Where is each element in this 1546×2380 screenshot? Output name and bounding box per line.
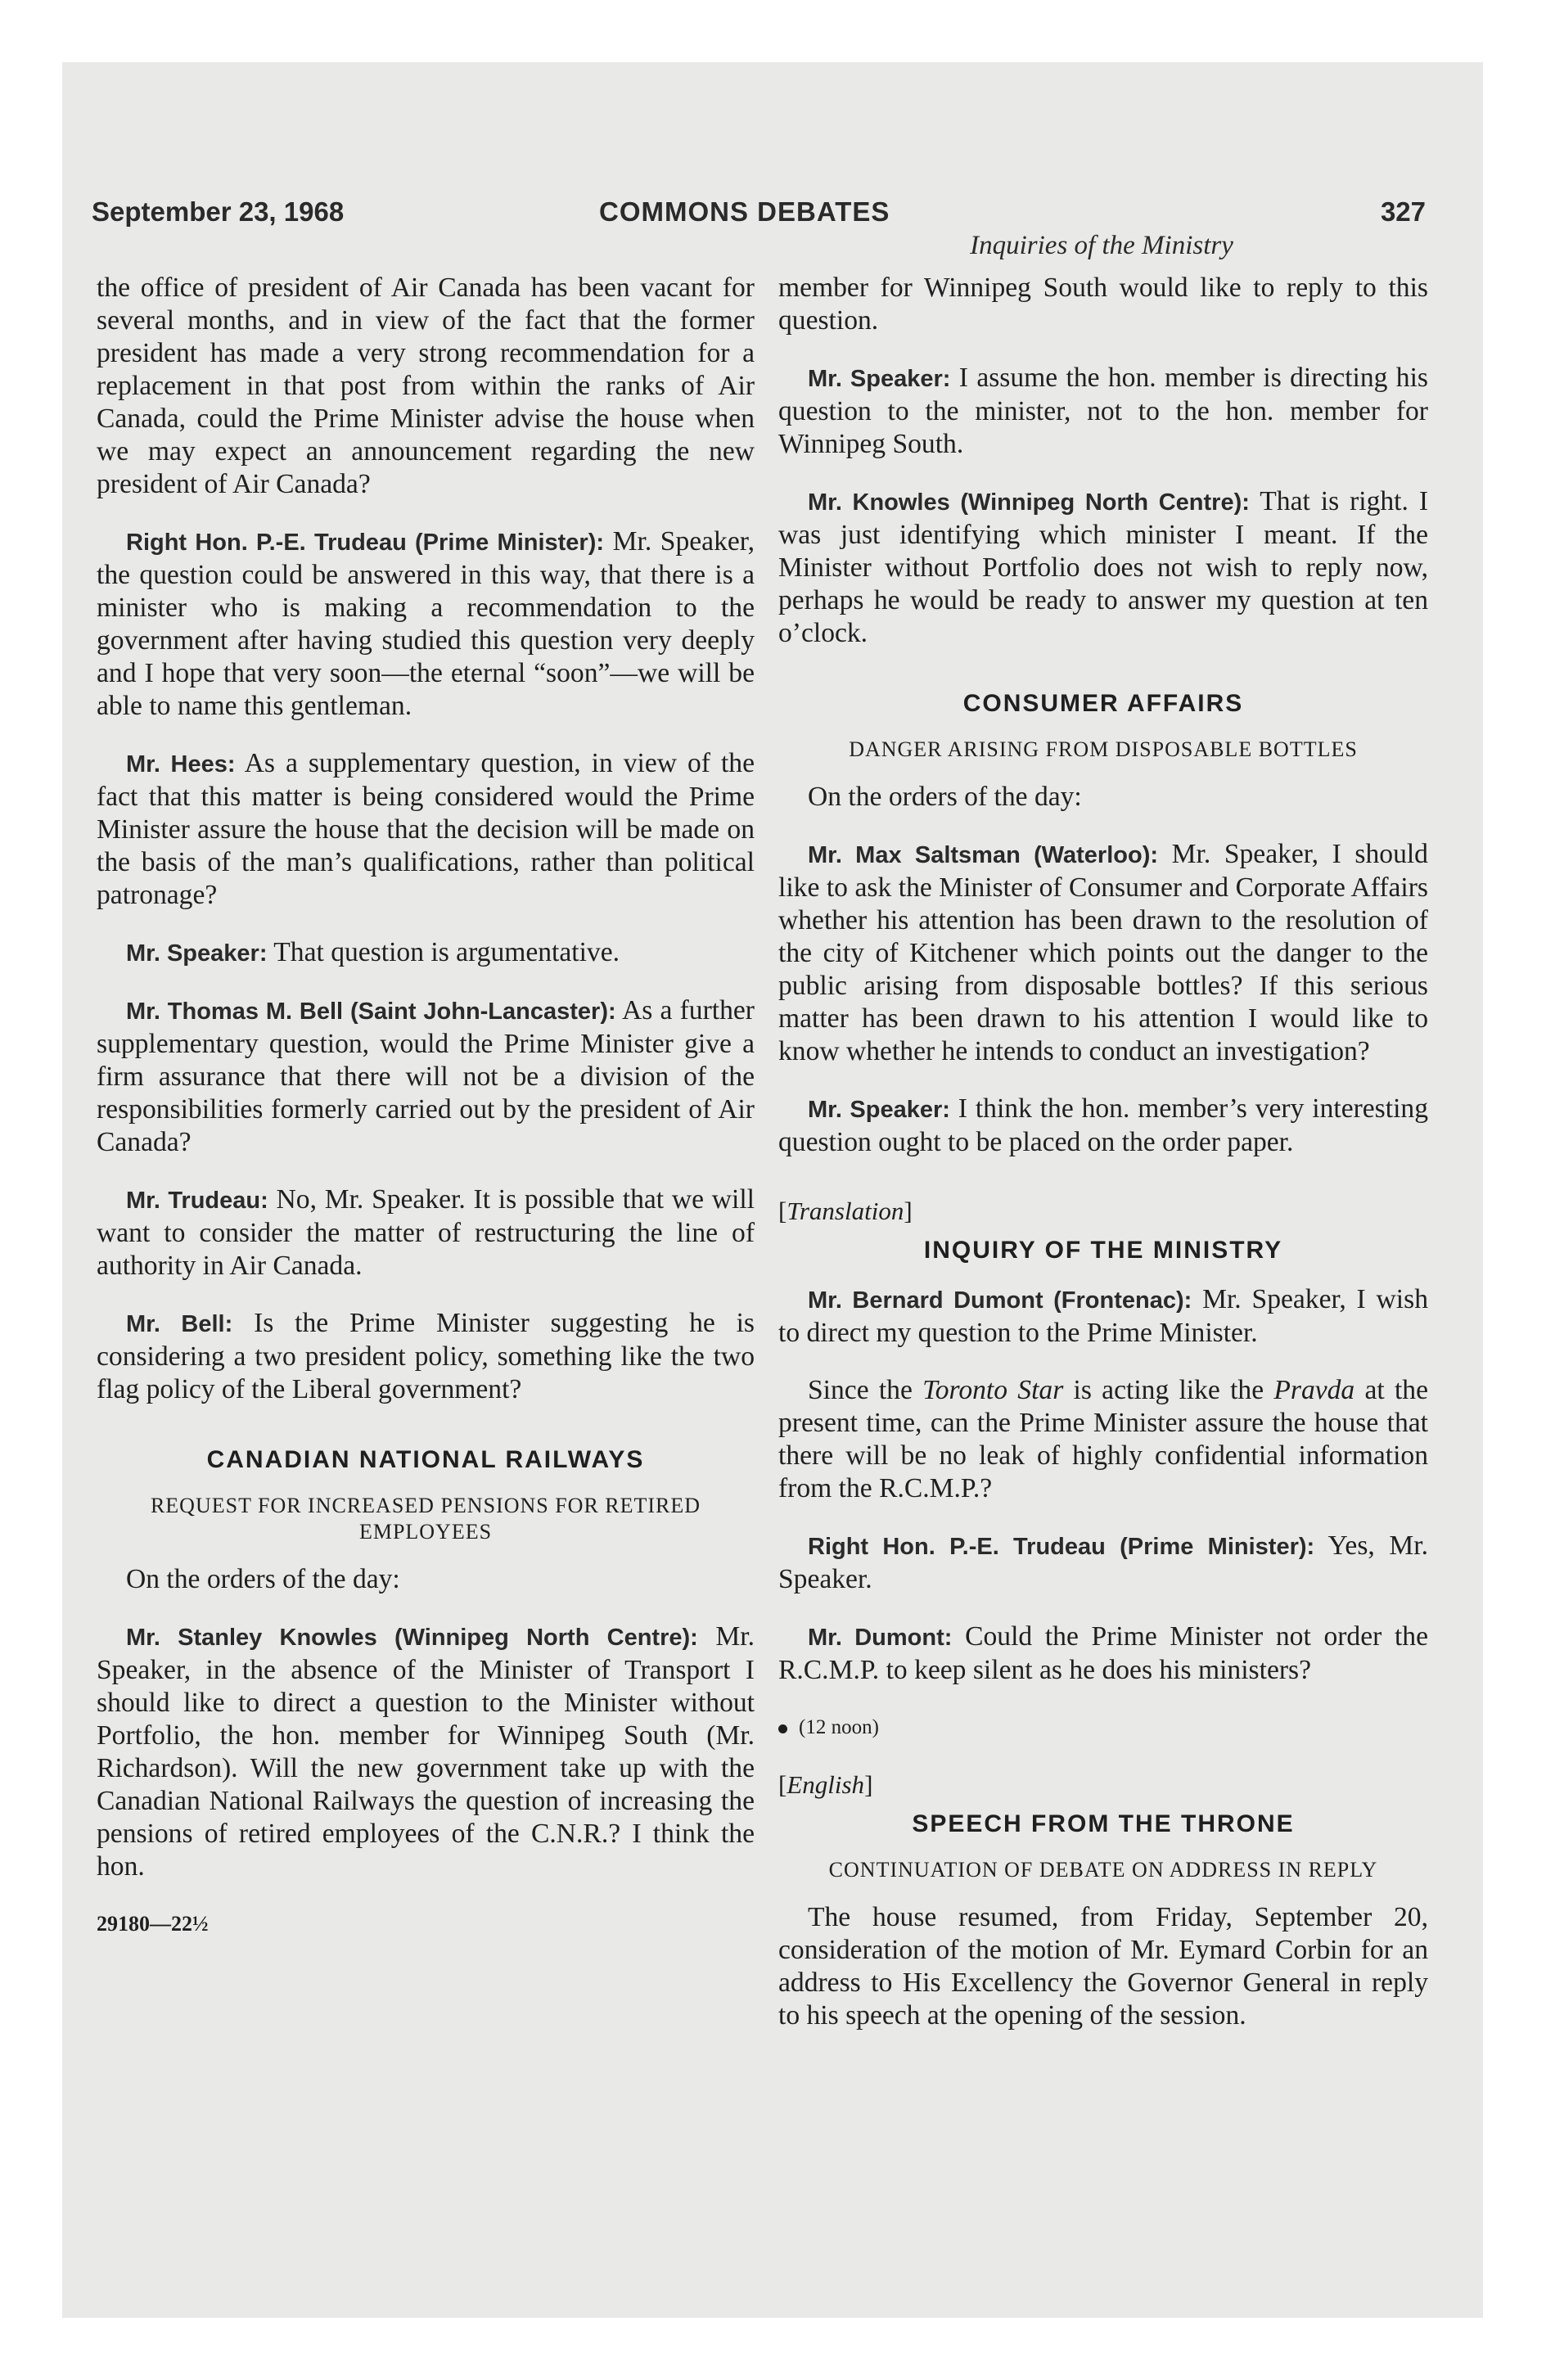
section-heading: INQUIRY OF THE MINISTRY <box>923 1237 1283 1264</box>
page-number: 327 <box>1380 196 1426 227</box>
speech <box>778 1283 1428 1350</box>
speaker-name: Mr. Bell: <box>126 1311 233 1337</box>
speech-text: Mr. Speaker, I wish to direct my question to the Prime Minister. <box>778 1284 1428 1348</box>
speech-text: As a supplementary question, in view of the fact that this matter is being considered would the Prime Minister assure the house that the decision will be made on the basis of the man’s qualifications, rather than political patronage? <box>97 748 755 910</box>
speech <box>97 747 755 912</box>
speech-text: Is the Prime Minister suggesting he is considering a two president policy, something like the two flag policy of the Liberal government? <box>97 1308 755 1404</box>
section-heading: CONSUMER AFFAIRS <box>962 690 1244 717</box>
speaker-name: Mr. Speaker: <box>808 1097 950 1123</box>
speech-text: I think the hon. member’s very interesting question ought to be placed on the order paper. <box>778 1093 1428 1157</box>
speech-text: That is right. I was just identifying which minister I meant. If the Minister without Portfolio does not wish to reply now, perhaps he would be ready to answer my question at ten o’clock. <box>778 486 1429 648</box>
speech-text: Yes, Mr. Speaker. <box>778 1530 1428 1594</box>
section-subheading: REQUEST FOR INCREASED PENSIONS FOR RETIRED EMPLOYEES <box>150 1494 701 1544</box>
speech-text: No, Mr. Speaker. It is possible that we will want to consider the matter of restructuring the line of authority in Air Canada. <box>97 1184 755 1281</box>
speech <box>778 362 1428 461</box>
text-run: Since the <box>808 1375 923 1405</box>
orders-line: On the orders of the day: <box>126 1564 400 1594</box>
speech <box>778 838 1428 1068</box>
section-subheading: DANGER ARISING FROM DISPOSABLE BOTTLES <box>849 737 1358 761</box>
newspaper-name: Pravda <box>1273 1375 1355 1405</box>
speaker-name: Right Hon. P.-E. Trudeau (Prime Minister): <box>808 1534 1315 1560</box>
section-subheading: CONTINUATION OF DEBATE ON ADDRESS IN REPLY <box>828 1858 1378 1882</box>
language-tag-text: Translation <box>787 1197 904 1225</box>
orders-line: On the orders of the day: <box>808 782 1082 812</box>
speaker-name: Mr. Hees: <box>126 751 236 778</box>
speech-text: That question is argumentative. <box>273 937 620 967</box>
speaker-name: Mr. Trudeau: <box>126 1188 268 1214</box>
speech <box>778 1530 1428 1596</box>
speech <box>97 525 755 723</box>
speech-text: Mr. Speaker, in the absence of the Minister of Transport I should like to direct a question to the Minister without Portfolio, the hon. member for Winnipeg South (Mr. Richardson). Will the new government take up with the Canadian National Railways the question of increasing the pensions of retired employees of the C.N.R.? I think the hon. <box>97 1621 755 1882</box>
newspaper-name: Toronto Star <box>922 1375 1064 1405</box>
speech <box>97 1183 755 1282</box>
speaker-name: Right Hon. P.-E. Trudeau (Prime Minister): <box>126 530 605 556</box>
speech <box>97 1620 755 1883</box>
paragraph <box>778 1374 1428 1505</box>
section-heading: CANADIAN NATIONAL RAILWAYS <box>206 1446 645 1473</box>
bullet-icon <box>778 1724 787 1733</box>
speaker-name: Mr. Knowles (Winnipeg North Centre): <box>808 489 1250 516</box>
speaker-name: Mr. Bernard Dumont (Frontenac): <box>808 1287 1192 1314</box>
speaker-name: Mr. Max Saltsman (Waterloo): <box>808 842 1159 868</box>
speech <box>778 1093 1428 1159</box>
paragraph: member for Winnipeg South would like to reply to this question. <box>778 273 1428 336</box>
speaker-name: Mr. Speaker: <box>126 940 268 967</box>
left-column <box>97 272 755 1941</box>
paragraph: the office of president of Air Canada has been vacant for several months, and in view of the fact that the former president has made a very strong recommendation for a replacement in that post from within the ranks of Air Canada, could the Prime Minister advise the house when we may expect an announcement regarding the new president of Air Canada? <box>97 273 755 499</box>
speech <box>778 485 1428 650</box>
language-tag: [English] <box>778 1770 873 1799</box>
speech-text: As a further supplementary question, would the Prime Minister give a firm assurance that there will not be a division of the responsibilities formerly carried out by the president of Air Canada? <box>97 995 755 1157</box>
speech-text: I assume the hon. member is directing his question to the minister, not to the hon. member for Winnipeg South. <box>778 363 1428 459</box>
speaker-name: Mr. Dumont: <box>808 1625 953 1651</box>
speech <box>97 1307 755 1406</box>
printer-code: 29180—22½ <box>97 1912 209 1936</box>
speech <box>778 1620 1428 1687</box>
right-column <box>778 272 1428 2057</box>
header-date: September 23, 1968 <box>92 196 345 227</box>
paragraph: The house resumed, from Friday, September 20, consideration of the motion of Mr. Eymard Corbin for an address to His Excellency the Governor General in reply to his speech at the opening of the session. <box>778 1902 1428 2031</box>
text-run: is acting like the <box>1063 1375 1274 1405</box>
speech-text: Mr. Speaker, the question could be answered in this way, that there is a minister who is making a recommendation to the government after having studied this question very deeply and I hope that very soon—the eternal “soon”—we will be able to name this gentleman. <box>97 526 755 721</box>
speech <box>97 936 755 970</box>
language-tag: [Translation] <box>778 1197 913 1225</box>
speech-text: Could the Prime Minister not order the R.C.M.P. to keep silent as he does his ministers? <box>778 1621 1428 1685</box>
speaker-name: Mr. Speaker: <box>808 366 951 392</box>
header-title: COMMONS DEBATES <box>599 196 890 227</box>
speaker-name: Mr. Thomas M. Bell (Saint John-Lancaster): <box>126 998 616 1025</box>
speaker-name: Mr. Stanley Knowles (Winnipeg North Centre): <box>126 1625 698 1651</box>
language-tag-text: English <box>787 1770 865 1799</box>
speech <box>97 994 755 1159</box>
time-marker <box>778 1711 1428 1744</box>
speech-text: Mr. Speaker, I should like to ask the Minister of Consumer and Corporate Affairs whether his attention has been drawn to the resolution of the city of Kitchener which points out the danger to the public arising from disposable bottles? If this serious matter has been drawn to his attention I would like to know whether he intends to conduct an investigation? <box>778 839 1428 1066</box>
subject-heading: Inquiries of the Ministry <box>970 231 1233 260</box>
section-heading: SPEECH FROM THE THRONE <box>912 1810 1295 1837</box>
time-marker-text: (12 noon) <box>799 1716 879 1738</box>
text-run: at the present time, can the Prime Minister assure the house that there will be no leak of highly confidential information from the R.C.M.P.? <box>778 1375 1428 1503</box>
